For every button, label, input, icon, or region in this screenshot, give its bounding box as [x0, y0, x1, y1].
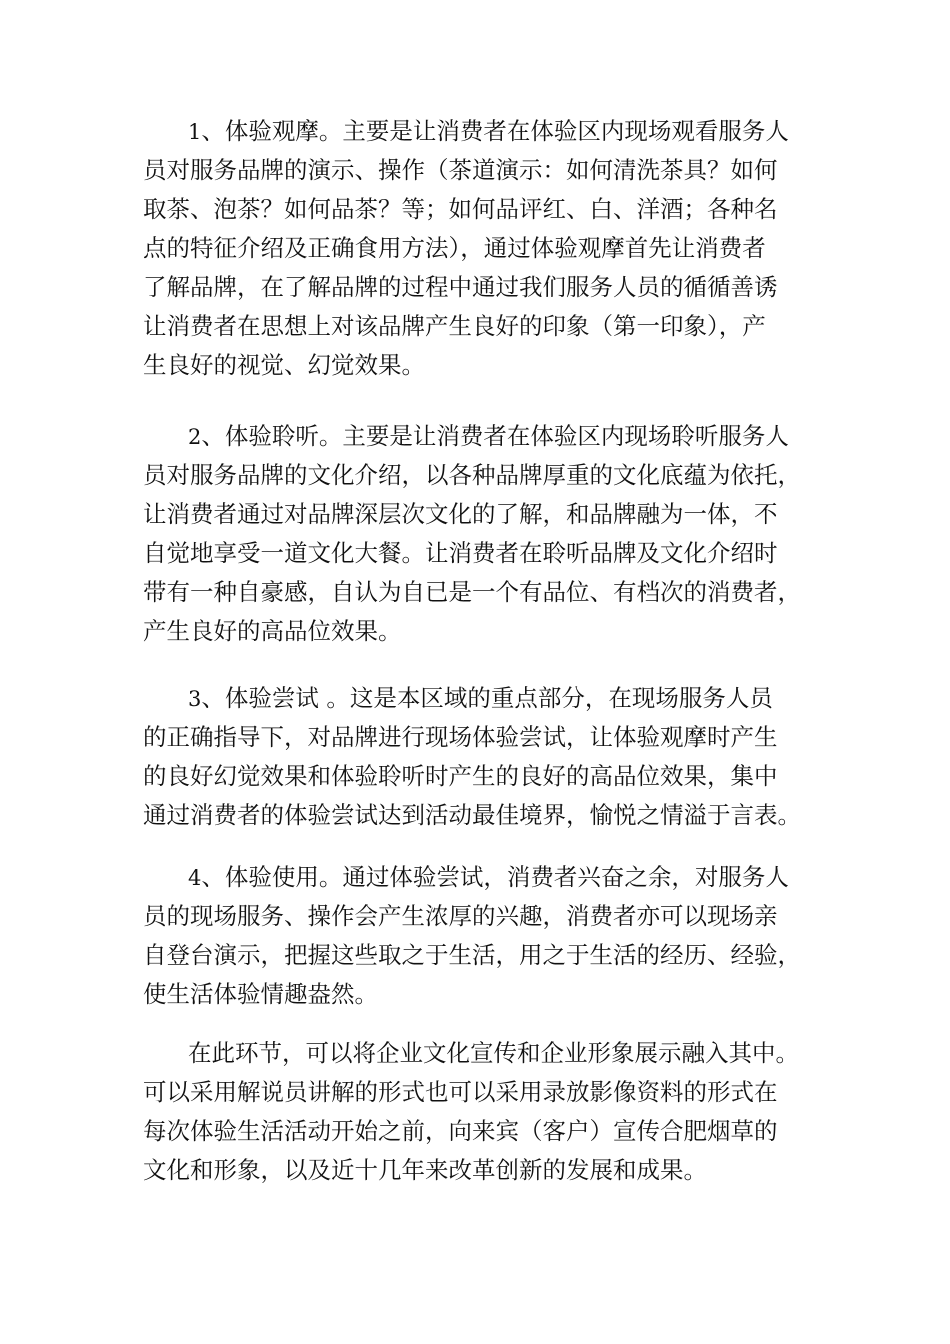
- paragraph-line: 生良好的视觉、幻觉效果。: [143, 351, 425, 379]
- paragraph-line: 让消费者在思想上对该品牌产生良好的印象（第一印象），产: [143, 312, 766, 340]
- paragraph-number: 3: [188, 687, 202, 711]
- paragraph-line-text: 、体验尝试 。这是本区域的重点部分，在现场服务人员: [201, 684, 773, 712]
- paragraph-line: [143, 112, 789, 151]
- paragraph-experience-listening: [143, 417, 801, 651]
- paragraph-line: 通过消费者的体验尝试达到活动最佳境界，愉悦之情溢于言表。: [143, 801, 801, 829]
- paragraph-experience-observation: [143, 112, 789, 385]
- paragraph-line: 带有一种自豪感，自认为自已是一个有品位、有档次的消费者，: [143, 578, 801, 606]
- paragraph-line-text: 、体验观摩。主要是让消费者在体验区内现场观看服务人: [201, 117, 789, 145]
- paragraph-number: 2: [188, 425, 202, 449]
- paragraph-experience-trial: [143, 679, 801, 835]
- paragraph-line: [143, 679, 801, 718]
- paragraph-line: 产生良好的高品位效果。: [143, 617, 402, 645]
- paragraph-line: 的正确指导下，对品牌进行现场体验尝试，让体验观摩时产生: [143, 723, 778, 751]
- paragraph-line: [143, 417, 801, 456]
- paragraph-line: 可以采用解说员讲解的形式也可以采用录放影像资料的形式在: [143, 1078, 778, 1106]
- paragraph-line: 在此环节，可以将企业文化宣传和企业形象展示融入其中。: [188, 1039, 799, 1067]
- paragraph-line: 了解品牌，在了解品牌的过程中通过我们服务人员的循循善诱: [143, 273, 778, 301]
- paragraph-experience-usage: [143, 858, 801, 1014]
- paragraph-line-text: 、体验使用。通过体验尝试，消费者兴奋之余，对服务人: [201, 863, 789, 891]
- paragraph-number: 4: [188, 866, 202, 890]
- paragraph-line: 员对服务品牌的演示、操作（茶道演示：如何清洗茶具？如何: [143, 156, 778, 184]
- paragraph-line: [143, 858, 801, 897]
- paragraph-line: 点的特征介绍及正确食用方法），通过体验观摩首先让消费者: [143, 234, 766, 262]
- paragraph-number: 1: [188, 120, 202, 144]
- paragraph-line-text: 、体验聆听。主要是让消费者在体验区内现场聆听服务人: [201, 422, 789, 450]
- paragraph-line: 员对服务品牌的文化介绍，以各种品牌厚重的文化底蕴为依托，: [143, 461, 801, 489]
- paragraph-line: 取茶、泡茶？如何品茶？等；如何品评红、白、洋酒；各种名: [143, 195, 778, 223]
- paragraph-line: 自觉地享受一道文化大餐。让消费者在聆听品牌及文化介绍时: [143, 539, 778, 567]
- paragraph-line: 员的现场服务、操作会产生浓厚的兴趣，消费者亦可以现场亲: [143, 902, 778, 930]
- paragraph-line: 的良好幻觉效果和体验聆听时产生的良好的高品位效果，集中: [143, 762, 778, 790]
- paragraph-line: 让消费者通过对品牌深层次文化的了解，和品牌融为一体，不: [143, 500, 778, 528]
- paragraph-line: 自登台演示，把握这些取之于生活，用之于生活的经历、经验，: [143, 941, 801, 969]
- paragraph-line: 使生活体验情趣盎然。: [143, 980, 378, 1008]
- paragraph-line: 文化和形象，以及近十几年来改革创新的发展和成果。: [143, 1156, 707, 1184]
- paragraph-culture-promotion: [143, 1034, 799, 1190]
- paragraph-line: 每次体验生活活动开始之前，向来宾（客户）宣传合肥烟草的: [143, 1117, 778, 1145]
